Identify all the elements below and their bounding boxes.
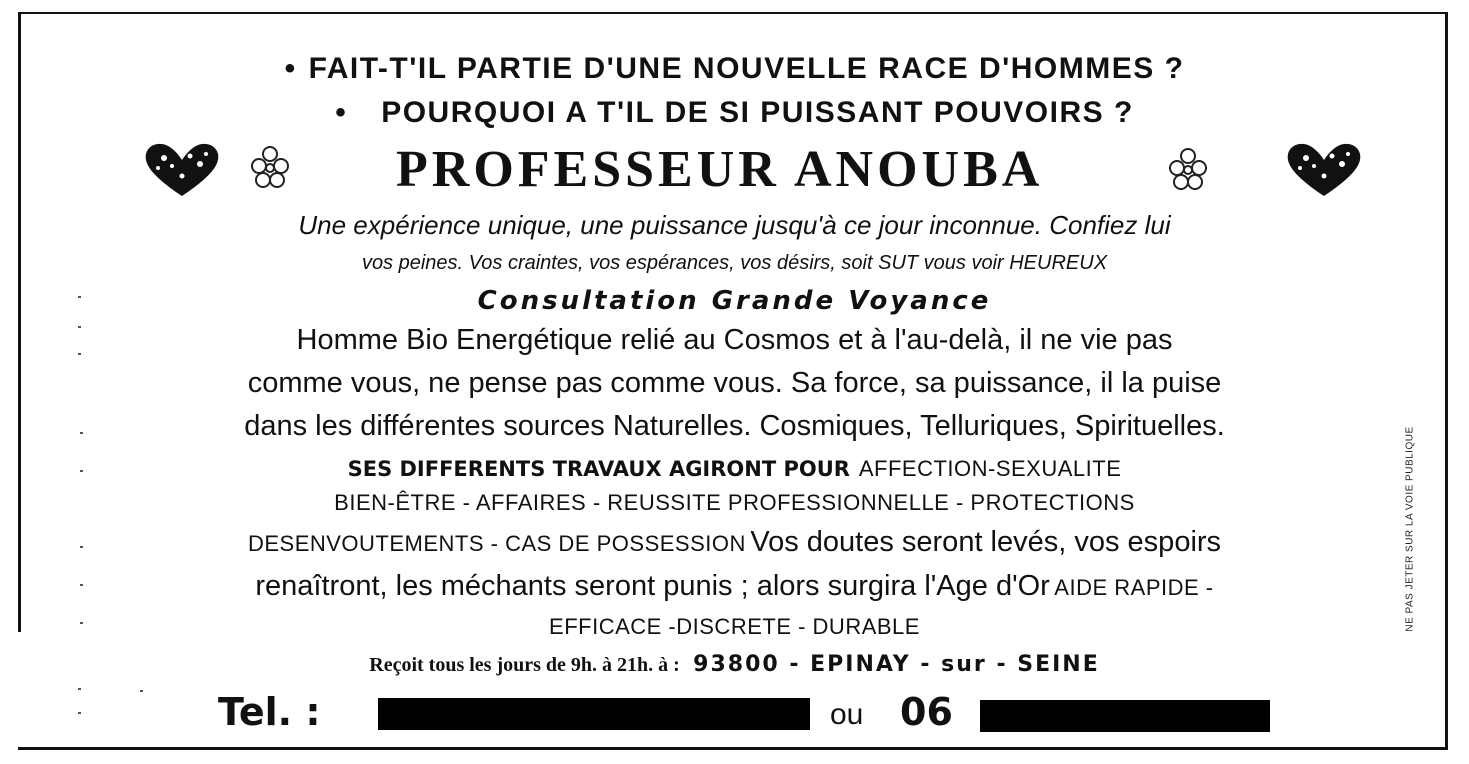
flower-icon (248, 144, 292, 194)
or-text: ou (830, 698, 864, 731)
tel-label: Tel. : (218, 690, 321, 734)
speck (78, 712, 81, 714)
heart-icon (1284, 142, 1364, 198)
speck (80, 546, 83, 548)
services-line-3 (0, 526, 1469, 559)
services-bold: SES DIFFERENTS TRAVAUX AGIRONT POUR (347, 457, 850, 481)
consultation-heading: Consultation Grande Voyance (477, 286, 992, 316)
services-line-2: BIEN-ÊTRE - AFFAIRES - REUSSITE PROFESSIONNELLE - PROTECTIONS (334, 490, 1135, 515)
title-text: PROFESSEUR ANOUBA (396, 141, 1044, 198)
flower-icon (1166, 146, 1210, 196)
side-notice-text: NE PAS JETER SUR LA VOIE PUBLIQUE (1404, 426, 1416, 632)
services-caps: DESENVOUTEMENTS - CAS DE POSSESSION (247, 531, 746, 556)
telephone-line (0, 690, 1469, 738)
speck (140, 690, 143, 692)
redacted-phone-2 (980, 700, 1270, 732)
body-line-1: Homme Bio Energétique relié au Cosmos et à l'au-delà, il ne vie pas (296, 324, 1173, 356)
border-bottom (18, 747, 1448, 750)
question-1-text: FAIT-T'IL PARTIE D'UNE NOUVELLE RACE D'HOMMES ? (308, 52, 1185, 85)
question-line-1 (0, 52, 1469, 86)
speck (78, 326, 81, 328)
speck (78, 688, 81, 690)
hours-line (0, 652, 1469, 677)
question-line-2 (0, 96, 1469, 130)
body-line-3: dans les différentes sources Naturelles. Cosmiques, Telluriques, Spirituelles. (244, 410, 1225, 442)
bullet-icon: • (335, 96, 348, 129)
speck (80, 432, 83, 434)
border-top (18, 12, 1448, 14)
city-text: 93800 - EPINAY - sur - SEINE (693, 652, 1100, 677)
hours-text: Reçoit tous les jours de 9h. à 21h. à : (369, 654, 680, 676)
tel-prefix: 06 (900, 690, 953, 734)
speck (80, 622, 83, 624)
redacted-phone-1 (378, 698, 810, 730)
services-line-1 (0, 456, 1469, 482)
tagline-1: Une expérience unique, une puissance jusqu'à ce jour inconnue. Confiez lui (298, 210, 1171, 240)
tagline-2: vos peines. Vos craintes, vos espérances, vos désirs, soit SUT vous voir HEUREUX (361, 252, 1108, 274)
body-line-2: comme vous, ne pense pas comme vous. Sa force, sa puissance, il la puise (247, 367, 1222, 399)
question-2-text: POURQUOI A T'IL DE SI PUISSANT POUVOIRS ? (381, 96, 1134, 129)
speck (80, 470, 83, 472)
services-line-5: EFFICACE -DISCRETE - DURABLE (549, 614, 920, 639)
speck (78, 296, 81, 298)
speck (78, 353, 81, 355)
services-text: renaîtront, les méchants seront punis ; alors surgira l'Age d'Or (255, 570, 1050, 602)
speck (80, 584, 83, 586)
title-row (0, 140, 1469, 206)
heart-icon (142, 142, 222, 198)
bullet-icon: • (284, 52, 297, 85)
services-affection: AFFECTION-SEXUALITE (858, 456, 1122, 481)
services-line-4 (0, 570, 1469, 603)
side-notice (1399, 348, 1421, 710)
services-text: Vos doutes seront levés, vos espoirs (750, 526, 1222, 558)
services-caps: AIDE RAPIDE - (1054, 575, 1214, 600)
